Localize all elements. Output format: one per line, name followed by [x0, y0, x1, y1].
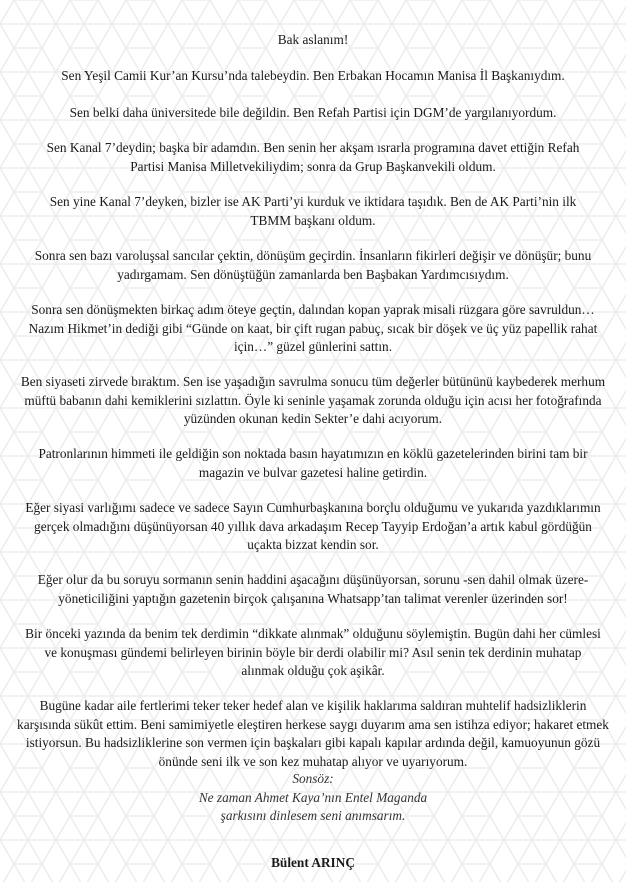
paragraph: Sonra sen bazı varoluşsal sancılar çektin, dönüşüm geçirdin. İnsanların fikirleri değişir ve dönüşür; bunu yadırgamam. Sen dönüştüğün zamanlarda ben Başbakan Yardımcısıydım. — [34, 248, 592, 282]
postscript-label: Sonsöz: — [292, 771, 334, 786]
paragraph: Sen belki daha üniversitede bile değildin. Ben Refah Partisi için DGM’de yargılanıyordum. — [69, 105, 557, 120]
postscript-line: Ne zaman Ahmet Kaya’nın Entel Maganda — [198, 789, 428, 805]
paragraph: Sen Yeşil Camii Kur’an Kursu’nda talebeydin. Ben Erbakan Hocamın Manisa İl Başkanıydım. — [61, 68, 565, 83]
paragraph: Sen Kanal 7’deydin; başka bir adamdın. Ben senin her akşam ısrarla programına davet ettiğin Refah Partisi Manisa Milletvekiliydim; sonra da Grup Başkanvekili oldum. — [46, 140, 580, 174]
postscript — [14, 770, 612, 826]
paragraph: Sen yine Kanal 7’deyken, bizler ise AK Parti’yi kurduk ve iktidara taşıdık. Ben de AK Parti’nin ilk TBMM başkanı oldum. — [49, 194, 577, 228]
paragraph: Eğer olur da bu soruyu sormanın senin haddini aşacağını düşünüyorsan, sorunu -sen dahil olmak üzere-yöneticiliğini yaptığın gazetenin birçok çalışanına Whatsapp’tan talimat verenler üzerinden sor! — [37, 572, 589, 606]
paragraph: Sonra sen dönüşmekten birkaç adım öteye geçtin, dalından kopan yaprak misali rüzgara göre savruldun… Nazım Hikmet’in dediği gibi “Günde on kaat, bir çift rugan pabuç, sıcak bir döşek ve üç yüz papellik rahat için…” güzel günlerini sattın. — [28, 302, 598, 354]
paragraph: Patronlarının himmeti ile geldiğin son noktada basın hayatımızın en köklü gazetelerinden birini tam bir magazin ve bulvar gazetesi haline getirdin. — [38, 446, 588, 480]
postscript-line: şarkısını dinlesem seni anımsarım. — [220, 808, 406, 823]
paragraph: Bir önceki yazında da benim tek derdimin “dikkate alınmak” olduğunu söylemiştin. Bugün dahi her cümlesi ve konuşması gündemi belirleyen birinin böyle bir derdi olabilir mi? Asıl senin tek derdinin muhatap alınmak olduğu çok aşikâr. — [25, 626, 601, 678]
signature: Bülent ARINÇ — [271, 855, 355, 870]
greeting: Bak aslanım! — [277, 32, 349, 47]
paragraph: Eğer siyasi varlığımı sadece ve sadece Sayın Cumhurbaşkanına borçlu olduğumu ve yukarıda yazdıklarımın gerçek olmadığını düşünüyorsan 40 yıllık dava arkadaşım Recep Tayyip Erdoğan’a artık kabul gördüğün uçakta bizzat kendin sor. — [25, 500, 601, 552]
paragraph: Bugüne kadar aile fertlerimi teker teker hedef alan ve kişilik haklarıma saldıran muhtelif hadsizliklerin karşısında sükût ettim. Beni samimiyetle eleştiren herkese saygı duyarım ama sen istihza ediyor; hakaret etmek istiyorsun. Bu hadsizliklerine son vermen için başkaları gibi kapalı kapılar ardında değil, kamuoyunun gözü önünde seni ilk ve son kez muhatap alıyor ve uyarıyorum. — [17, 698, 609, 769]
paragraph: Ben siyaseti zirvede bıraktım. Sen ise yaşadığın savrulma sonucu tüm değerler bütününü kaybederek merhum müftü babanın dahi kemiklerini sızlattın. Öyle ki seninle yaşamak zorunda olduğu için acısı her fotoğrafında yüzünden okunan kedin Sekter’e dahi acıyorum. — [20, 374, 606, 426]
